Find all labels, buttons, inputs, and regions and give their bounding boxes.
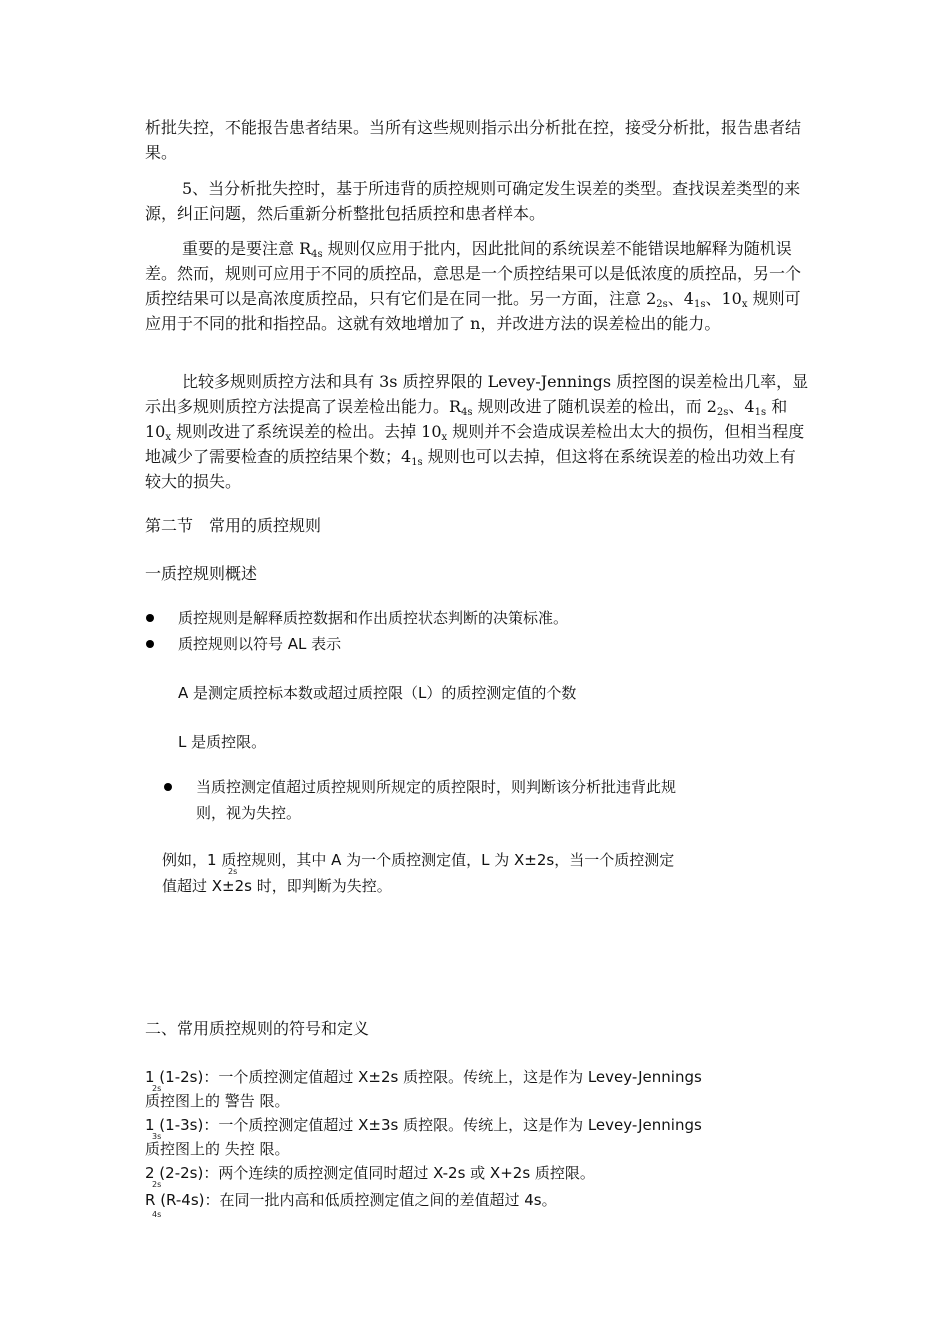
bullet-item-2: 质控规则以符号 AL 表示 xyxy=(178,635,342,653)
subscript: 2s xyxy=(656,299,668,310)
text-run: 比较多规则质控方法和具有 3s 质控界限的 Levey-Jennings 质控图的误差检出几率，显示出多规则质控方法提高了误差检出能力。R xyxy=(145,372,809,416)
text-run: 、10 xyxy=(705,289,742,308)
bullet-icon xyxy=(146,640,154,648)
subsection-heading-overview: 一质控规则概述 xyxy=(145,564,258,583)
paragraph-4 xyxy=(145,369,810,494)
example-line-1 xyxy=(162,848,674,873)
a-definition: A 是测定质控标本数或超过质控限（L）的质控测定值的个数 xyxy=(178,684,577,702)
subscript: 1s xyxy=(693,299,706,310)
subscript: 1s xyxy=(754,407,767,418)
paragraph-2: 5、当分析批失控时，基于所违背的质控规则可确定发生误差的类型。查找误差类型的来源，纠正问题，然后重新分析整批包括质控和患者样本。 xyxy=(145,179,801,223)
subscript: x xyxy=(165,432,171,443)
text-run: 重要的是要注意 R xyxy=(182,239,312,258)
rule-1-3s-line-2: 质控图上的 失控 限。 xyxy=(145,1140,290,1158)
l-definition: L 是质控限。 xyxy=(178,733,267,751)
bullet-item-1: 质控规则是解释质控数据和作出质控状态判断的决策标准。 xyxy=(178,609,569,627)
rule-1-3s-line-1: 1 (1-3s)：一个质控测定值超过 X±3s 质控限。传统上，这是作为 Levey-Jennings xyxy=(145,1116,702,1134)
paragraph-3 xyxy=(145,236,810,336)
bullet-icon xyxy=(164,783,172,791)
text-run: 规则也可以去掉，但这将在系统误差的检出功效上有较大的损失。 xyxy=(145,447,796,491)
example-subscript: 2s xyxy=(228,867,238,876)
text-run: 和 10 xyxy=(145,397,788,441)
subscript: 2s xyxy=(716,407,729,418)
text-run: 规则可应用于不同的批和指控品。这就有效地增加了 n，并改进方法的误差检出的能力。 xyxy=(145,289,801,333)
text-run: 、4 xyxy=(728,397,755,416)
rule-r-4s-line: R (R-4s)：在同一批内高和低质控测定值之间的差值超过 4s。 xyxy=(145,1191,557,1209)
subscript: 1s xyxy=(411,457,423,468)
text-run: 质控规则，其中 A 为一个质控测定值，L 为 X±2s，当一个质控测定 xyxy=(216,851,675,869)
text-run: 规则仅应用于批内，因此批间的系统误差不能错误地解释为随机误差。然而，规则可应用于不同的质控品，意思是一个质控结果可以是低浓度的质控品，另一个质控结果可以是高浓度质控品，只有它们是在同一批。另一方面，注意 2 xyxy=(145,239,802,308)
subscript: x xyxy=(441,432,448,443)
subsection-heading-symbols: 二、常用质控规则的符号和定义 xyxy=(145,1019,370,1038)
text-run: 规则并不会造成误差检出太大的损伤，但相当程度地减少了需要检查的质控结果个数；4 xyxy=(145,422,805,466)
rule-1-2s-line-2: 质控图上的 警告 限。 xyxy=(145,1092,290,1110)
text-run: 规则改进了随机误差的检出，而 2 xyxy=(472,397,717,416)
bullet-icon xyxy=(146,614,154,622)
text-run: 、4 xyxy=(667,289,694,308)
rule-4-subscript: 4s xyxy=(152,1210,162,1219)
bullet-item-3-line-2: 则，视为失控。 xyxy=(196,804,302,822)
rule-1-2s-line-1: 1 (1-2s)：一个质控测定值超过 X±2s 质控限。传统上，这是作为 Levey-Jennings xyxy=(145,1068,702,1086)
rule-2-2s-line: 2 (2-2s)：两个连续的质控测定值同时超过 X-2s 或 X+2s 质控限。 xyxy=(145,1164,595,1182)
text-run: 例如，1 xyxy=(162,851,217,869)
example-line-2: 值超过 X±2s 时，即判断为失控。 xyxy=(162,877,392,895)
subscript: 4s xyxy=(311,249,323,260)
bullet-item-3-line-1: 当质控测定值超过质控规则所规定的质控限时，则判断该分析批违背此规 xyxy=(196,778,677,796)
section-heading: 第二节 常用的质控规则 xyxy=(145,516,322,535)
rule-3-subscript: 2s xyxy=(152,1180,162,1189)
text-run: 规则改进了系统误差的检出。去掉 10 xyxy=(171,422,442,441)
rule-1-subscript: 2s xyxy=(152,1084,162,1093)
rule-2-subscript: 3s xyxy=(152,1132,162,1141)
paragraph-1: 析批失控，不能报告患者结果。当所有这些规则指示出分析批在控，接受分析批，报告患者结果。 xyxy=(145,118,802,162)
subscript: x xyxy=(741,299,748,310)
subscript: 4s xyxy=(461,407,473,418)
